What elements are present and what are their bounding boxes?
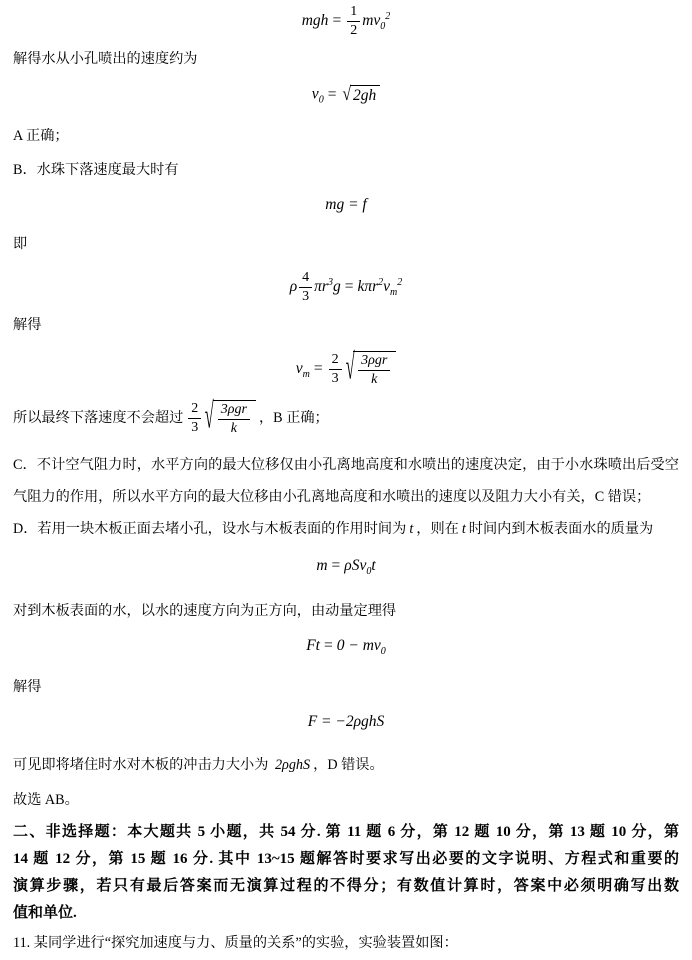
fraction <box>188 401 201 436</box>
math-term: F = −2ρghS <box>307 712 385 730</box>
formula-mass <box>13 557 679 577</box>
text-impact <box>13 757 679 774</box>
math-var-t: t <box>461 520 466 537</box>
text-run: 可见即将堵住时水对木板的冲击力大小为 <box>13 756 269 773</box>
math-term: mgh <box>301 12 329 30</box>
text-option-c-line1: C．不计空气阻力时，水平方向的最大位移仅由小孔离地高度和水喷出的速度决定，由于小水珠喷出后受空 <box>13 456 679 473</box>
formula-impulse <box>13 637 679 657</box>
text-option-d <box>13 513 679 545</box>
formula-vmax <box>13 348 679 389</box>
subscript: 0 <box>318 94 324 106</box>
radical-sign: √ <box>205 397 214 438</box>
math-term: m <box>316 556 328 574</box>
formula-balance <box>13 196 679 214</box>
text-jiede-2: 解得 <box>13 678 42 695</box>
text-conclusion-b <box>13 397 679 438</box>
subscript: m <box>302 368 310 380</box>
formula-energy <box>13 4 679 39</box>
section2-header-line4: 值和单位. <box>13 904 77 921</box>
math-term: kπr <box>357 277 379 295</box>
fraction-denominator: k <box>230 420 237 436</box>
fraction-denominator: 3 <box>302 288 310 304</box>
radicand: 2gh <box>350 85 380 105</box>
formula-v0 <box>13 85 679 106</box>
fraction-numerator: 1 <box>347 4 360 22</box>
subscript: 0 <box>366 565 372 577</box>
fraction <box>358 353 390 388</box>
radical-sign: √ <box>342 84 351 106</box>
radicand <box>213 400 256 437</box>
superscript: 2 <box>378 276 384 288</box>
math-term: ρ <box>289 277 298 295</box>
fraction-denominator: 3 <box>191 419 199 435</box>
text-jiede-1: 解得 <box>13 316 42 333</box>
equals-sign: = <box>327 85 337 103</box>
superscript: 2 <box>397 276 403 288</box>
fraction-denominator: k <box>371 371 378 387</box>
equals-sign: = <box>323 636 333 654</box>
text-option-a: A 正确； <box>13 127 69 144</box>
math-term: t <box>371 556 376 574</box>
text-run: ，则在 <box>416 520 459 537</box>
text-solve-v0: 解得水从小孔喷出的速度约为 <box>13 51 198 67</box>
text-run: 所以最终下落速度不会超过 <box>13 409 184 426</box>
math-term: πr <box>314 277 328 295</box>
formula-force <box>13 713 679 731</box>
superscript: 2 <box>385 11 391 23</box>
math-term: mv <box>362 12 381 30</box>
inline-formula <box>186 397 256 438</box>
text-answer: 故选 AB。 <box>13 791 79 808</box>
fraction <box>347 4 360 39</box>
text-ji: 即 <box>13 235 28 252</box>
section2-header-line2: 14 题 12 分，第 15 题 16 分. 其中 13~15 题解答时要求写出必要的文字说明、方程式和重要的 <box>13 850 679 867</box>
text-run: D．若用一块木板正面去堵小孔，设水与木板表面的作用时间为 <box>13 520 407 537</box>
section2-header-line3: 演算步骤，若只有最后答案而无演算过程的不得分；有数值计算时，答案中必须明确写出数 <box>13 877 679 894</box>
math-var-t: t <box>409 520 414 537</box>
fraction-numerator: 3ρgr <box>358 353 390 371</box>
fraction-numerator: 2 <box>329 352 342 370</box>
fraction <box>299 270 312 305</box>
math-term: mg = f <box>325 195 367 213</box>
radical-sign: √ <box>345 348 355 389</box>
equals-sign: = <box>332 12 342 30</box>
fraction-numerator: 4 <box>299 270 312 288</box>
fraction-numerator: 2 <box>188 401 201 419</box>
square-root <box>345 348 397 389</box>
equals-sign: = <box>331 556 341 574</box>
fraction <box>218 402 250 437</box>
subscript: 0 <box>380 21 386 33</box>
fraction-numerator: 3ρgr <box>218 402 250 420</box>
equals-sign: = <box>344 277 354 295</box>
math-term: v <box>295 359 303 377</box>
radicand <box>353 351 396 388</box>
section2-header-line1: 二、非选择题：本大题共 5 小题，共 54 分. 第 11 题 6 分，第 12 题 10 分，第 13 题 10 分，第 <box>13 823 679 840</box>
math-term: v <box>311 85 319 103</box>
formula-drag <box>13 270 679 305</box>
fraction-denominator: 3 <box>331 370 339 386</box>
text-option-c-line2: 气阻力的作用，所以水平方向的最大位移由小孔离地高度和水喷出的速度以及阻力大小有关，C 错误； <box>13 488 651 505</box>
square-root <box>205 397 256 438</box>
text-run: ，D 错误。 <box>313 756 384 773</box>
text-option-b-head: B．水珠下落速度最大时有 <box>13 161 179 178</box>
text-run: ，B 正确； <box>258 409 329 426</box>
math-term: v <box>383 277 391 295</box>
text-run: 时间内到木板表面水的质量为 <box>468 520 654 537</box>
equals-sign: = <box>313 359 323 377</box>
subscript: 0 <box>380 645 386 657</box>
math-term: g <box>332 277 341 295</box>
math-term: ρSv <box>344 556 367 574</box>
text-question-11: 11. 某同学进行“探究加速度与力、质量的关系”的实验，实验装置如图： <box>13 934 458 951</box>
text-momentum: 对到木板表面的水，以水的速度方向为正方向，由动量定理得 <box>13 602 397 619</box>
fraction-denominator: 2 <box>350 23 358 38</box>
inline-formula-2pghS: 2ρghS <box>274 756 311 773</box>
square-root <box>342 85 380 105</box>
fraction <box>329 352 342 387</box>
math-term: 0 − mv <box>336 636 381 654</box>
math-term: Ft <box>306 636 320 654</box>
subscript: m <box>390 286 398 298</box>
superscript: 3 <box>327 276 333 288</box>
